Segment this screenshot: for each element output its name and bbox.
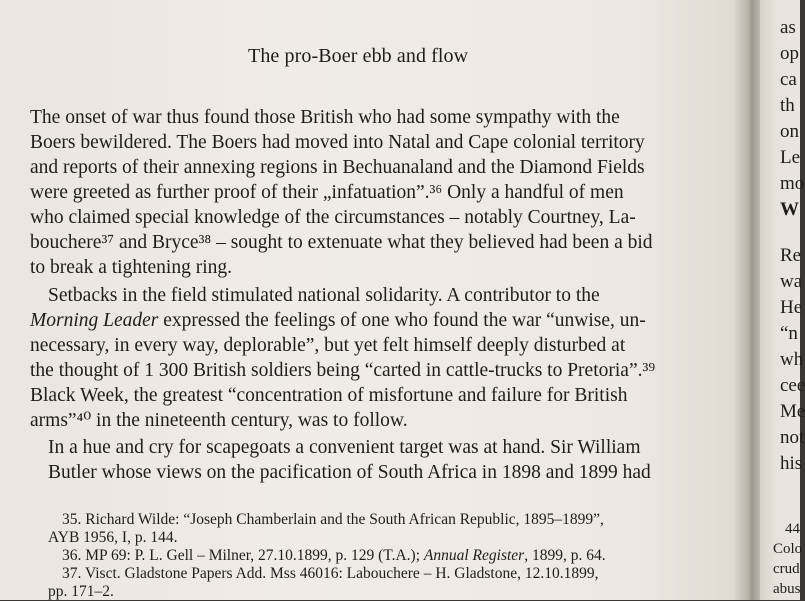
body-line: bouchere³⁷ and Bryce³⁸ – sought to extenuate what they believed had been a bid [30, 232, 653, 253]
body-line: and reports of their annexing regions in Bechuanaland and the Diamond Fields [30, 157, 645, 178]
footnote-line: AYB 1956, I, p. 144. [48, 529, 178, 546]
body-line: Butler whose views on the pacification of South Africa in 1898 and 1899 had [48, 462, 651, 483]
body-line: arms”⁴⁰ in the nineteenth century, was to follow. [30, 410, 408, 431]
right-page-fragment: wa [780, 271, 803, 292]
body-line: to break a tightening ring. [30, 257, 232, 278]
right-page-fragment: as [780, 17, 796, 38]
body-line: Black Week, the greatest “concentration of misfortune and failure for British [30, 385, 628, 406]
right-page-fragment: his [780, 453, 803, 474]
right-page-fragment: Le [780, 147, 801, 168]
body-line: the thought of 1 300 British soldiers being “carted in cattle-trucks to Pretoria”.³⁹ [30, 360, 656, 381]
body-line: necessary, in every way, deplorable”, but yet felt himself deeply disturbed at [30, 335, 626, 356]
body-line-text: expressed the feelings of one who found the war “unwise, un- [158, 310, 646, 331]
footnote-text: 36. MP 69: P. L. Gell – Milner, 27.10.1899, p. 129 (T.A.); [62, 547, 424, 564]
body-line: In a hue and cry for scapegoats a convenient target was at hand. Sir William [48, 437, 641, 458]
right-page-fragment: Me [780, 401, 805, 422]
right-page-fragment: not [780, 427, 805, 448]
body-line: who claimed special knowledge of the circumstances – notably Courtney, La- [30, 207, 636, 228]
right-page-fragment: cee [780, 375, 805, 396]
footnote-line: pp. 171–2. [48, 583, 114, 600]
right-page-fragment: ca [780, 69, 797, 90]
right-page-fragment: Re [780, 245, 802, 266]
newspaper-title: Morning Leader [30, 310, 159, 331]
right-page-fragment: on [780, 121, 799, 142]
body-line: Boers bewildered. The Boers had moved into Natal and Cape colonial territory [30, 132, 645, 153]
right-page-fragment: He [780, 297, 803, 318]
right-page-fragment: th [780, 95, 795, 116]
right-page-fragment: mo [780, 173, 805, 194]
body-line: The onset of war thus found those British who had some sympathy with the [30, 107, 620, 128]
footnote-line: 35. Richard Wilde: “Joseph Chamberlain and the South African Republic, 1895–1899”, [62, 511, 604, 528]
right-page-fragment: “n [780, 323, 798, 344]
footnote-text: , 1899, p. 64. [524, 547, 606, 564]
publication-title: Annual Register [423, 547, 525, 564]
footnote-line [62, 546, 606, 565]
right-page-footnote-fragment: Colo [773, 541, 803, 557]
body-line: were greeted as further proof of their „infatuation”.³⁶ Only a handful of men [30, 182, 624, 203]
body-line [30, 309, 646, 333]
right-page-footnote-fragment: abus [773, 581, 801, 597]
right-page-footnote-fragment: crud [773, 561, 800, 577]
running-head: The pro-Boer ebb and flow [248, 45, 469, 67]
right-page-fragment: wh [780, 349, 804, 370]
right-page-fragment: W [780, 199, 799, 220]
right-page-fragment: op [780, 43, 799, 64]
footnote-line: 37. Visct. Gladstone Papers Add. Mss 46016: Labouchere – H. Gladstone, 12.10.1899, [62, 565, 599, 582]
right-page-footnote-fragment: 44 [785, 521, 800, 537]
body-line: Setbacks in the field stimulated national solidarity. A contributor to the [48, 285, 600, 306]
